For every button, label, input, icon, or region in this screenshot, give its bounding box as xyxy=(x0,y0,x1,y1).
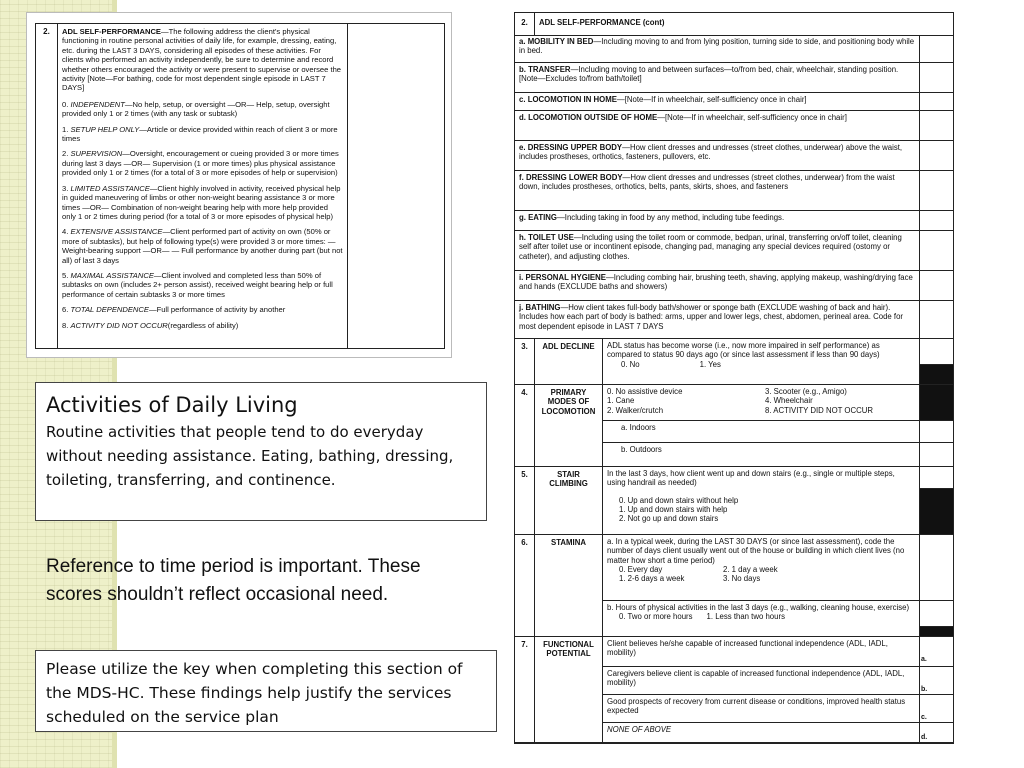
code-box[interactable] xyxy=(919,93,953,111)
functional-item: Client believes he/she capable of increased functional independence (ADL, IADL, mobility) xyxy=(603,637,919,667)
form-intro xyxy=(62,27,343,93)
checkbox-letter: a. xyxy=(921,656,927,663)
code-box[interactable] xyxy=(919,111,953,141)
shaded-box xyxy=(919,489,953,535)
form-heading: ADL SELF-PERFORMANCE (cont) xyxy=(539,18,665,27)
code-box[interactable] xyxy=(919,443,953,467)
row-eating: g. EATING—Including taking in food by any method, including tube feedings. xyxy=(515,211,919,231)
code-box[interactable] xyxy=(919,301,953,339)
locomotion-indoors: a. Indoors xyxy=(603,421,919,443)
code-item: 5. MAXIMAL ASSISTANCE—Client involved and completed less than 50% of subtasks on own (includes 2+ person assist), received weight bearing help or full performance of certain subtasks 3 or more times xyxy=(62,270,333,299)
adl-decline-label: ADL DECLINE xyxy=(535,339,603,385)
stamina-hours: b. Hours of physical activities in the last 3 days (e.g., walking, cleaning house, exercise) 0. Two or more hours 1. Less than two hours xyxy=(603,601,919,637)
blank-column xyxy=(348,24,444,348)
form-intro-text: —The following address the client's physical functioning in routine personal activities of daily life, for example, dressing, eating, etc. during the LAST 3 DAYS, considering all episodes of these activities. For clients who performed an activity independently, be sure to determine and record whether others encouraged the activity or were present to supervise or oversee the activity [Note—For bathing, code for most dependent single episode in LAST 7 DAYS] xyxy=(62,27,342,93)
adl-decline-body: ADL status has become worse (i.e., now more impaired in self performance) as compared to status 90 days ago (or since last assessment if less than 90 days) 0. No 1. Yes xyxy=(603,339,919,385)
stamina-days: a. In a typical week, during the LAST 30 DAYS (or since last assessment), code the number of days client usually went out of the house or building in which client lives (no matter how short a time period) 0. Every day 2. 1 day a week 1. 2-6 days a week 3. No days xyxy=(603,535,919,601)
row-locomotion-in-home: c. LOCOMOTION IN HOME—[Note—If in wheelchair, self-sufficiency once in chair] xyxy=(515,93,919,111)
code-box[interactable] xyxy=(919,339,953,365)
code-item: 1. SETUP HELP ONLY—Article or device provided within reach of client 3 or more times xyxy=(62,124,338,144)
section-number: 3. xyxy=(515,339,535,385)
code-item: 3. LIMITED ASSISTANCE—Client highly involved in activity, received physical help in guided maneuvering of limbs or other non-weight bearing assistance 3 or more times —OR— Combination of non-weight bearing help with more help provided only 1 or 2 times during period (for a total of 3 or more episodes of physical help) xyxy=(62,183,341,221)
code-box[interactable] xyxy=(919,467,953,489)
adl-self-performance-form xyxy=(26,12,452,358)
section-number: 6. xyxy=(515,535,535,637)
section-number: 7. xyxy=(515,637,535,743)
code-box[interactable] xyxy=(919,231,953,271)
key-instruction-box: Please utilize the key when completing this section of the MDS-HC. These findings help justify the services scheduled on the service plan xyxy=(35,650,497,732)
locomotion-modes-label: PRIMARY MODES OF LOCOMOTION xyxy=(535,385,603,467)
row-mobility-in-bed: a. MOBILITY IN BED—Including moving to and from lying position, turning side to side, and positioning body while in bed. xyxy=(515,35,919,63)
checkbox-letter: c. xyxy=(921,714,927,721)
row-dressing-upper-body: e. DRESSING UPPER BODY—How client dresses and undresses (street clothes, underwear) above the waist, includes prostheses, orthotics, fasteners, pullovers, etc. xyxy=(515,141,919,171)
code-item: 2. SUPERVISION—Oversight, encouragement or cueing provided 3 or more times during last 3 days —OR— Supervision (1 or more times) plus physical assistance provided only 1 or 2 times (for a total of 3 or more episodes of help or supervision) xyxy=(62,149,339,178)
shaded-box xyxy=(919,627,953,637)
locomotion-options: 0. No assistive device 3. Scooter (e.g., Amigo) 1. Cane 4. Wheelchair 2. Walker/crutch 8. ACTIVITY DID NOT OCCUR xyxy=(603,385,919,421)
code-item: 8. ACTIVITY DID NOT OCCUR(regardless of ability) xyxy=(62,320,239,330)
adl-definition-box xyxy=(35,382,487,521)
code-box[interactable] xyxy=(919,421,953,443)
code-item: 6. TOTAL DEPENDENCE—Full performance of activity by another xyxy=(62,305,286,315)
form-header xyxy=(515,13,953,36)
section-number: 5. xyxy=(515,467,535,535)
stair-climbing-body: In the last 3 days, how client went up and down stairs (e.g., single or multiple steps, using handrail as needed) 0. Up and down stairs without help 1. Up and down stairs with help 2. Not go up and down stairs xyxy=(603,467,919,535)
functional-item: Good prospects of recovery from current disease or conditions, improved health status expected xyxy=(603,695,919,723)
form-heading: ADL SELF-PERFORMANCE xyxy=(62,27,162,36)
code-item: 0. INDEPENDENT—No help, setup, or oversight —OR— Help, setup, oversight provided only 1 or 2 times (with any task or subtask) xyxy=(62,99,330,119)
code-box[interactable] xyxy=(919,35,953,63)
code-box[interactable] xyxy=(919,601,953,627)
section-number: 2. xyxy=(515,13,535,35)
checkbox-letter: b. xyxy=(921,686,928,693)
adl-continued-form xyxy=(514,12,954,744)
functional-potential-label: FUNCTIONAL POTENTIAL xyxy=(535,637,603,743)
code-item: 4. EXTENSIVE ASSISTANCE—Client performed part of activity on own (50% or more of subtasks), but help of following type(s) were provided 3 or more times: — Weight-bearing support —OR— — Full performance by another during part (but not all) of last 3 days xyxy=(62,227,343,265)
shaded-box xyxy=(919,365,953,385)
locomotion-outdoors: b. Outdoors xyxy=(603,443,919,467)
stamina-label: STAMINA xyxy=(535,535,603,637)
code-box[interactable] xyxy=(919,271,953,301)
time-period-note: Reference to time period is important. These scores shouldn’t reflect occasional need. xyxy=(46,556,421,605)
row-toilet-use: h. TOILET USE—Including using the toilet room or commode, bedpan, urinal, transferring on/off toilet, cleaning self after toilet use or incontinent episode, changing pad, managing any special devices required (ostomy or catheter), and adjusting clothes. xyxy=(515,231,919,271)
code-box[interactable] xyxy=(919,141,953,171)
definition-title: Activities of Daily Living xyxy=(46,393,298,417)
code-box[interactable] xyxy=(919,535,953,601)
definition-body: Routine activities that people tend to do everyday without needing assistance. Eating, bathing, dressing, toileting, transferring, and continence. xyxy=(46,423,454,489)
section-number: 4. xyxy=(515,385,535,467)
row-personal-hygiene: i. PERSONAL HYGIENE—Including combing hair, brushing teeth, shaving, applying makeup, washing/drying face and hands (EXCLUDE baths and showers) xyxy=(515,271,919,301)
functional-item: Caregivers believe client is capable of increased functional independence (ADL, IADL, mobility) xyxy=(603,667,919,695)
row-transfer: b. TRANSFER—Including moving to and between surfaces—to/from bed, chair, wheelchair, standing position. [Note—Excludes to/from bath/toilet] xyxy=(515,63,919,93)
row-bathing: j. BATHING—How client takes full-body bath/shower or sponge bath (EXCLUDE washing of back and hair). Includes how each part of body is bathed: arms, upper and lower legs, chest, abdomen, perineal area. Code for most dependent episode in LAST 7 DAYS xyxy=(515,301,919,339)
row-dressing-lower-body: f. DRESSING LOWER BODY—How client dresses and undresses (street clothes, underwear) from the waist down, includes prostheses, orthotics, belts, pants, skirts, shoes, and fasteners xyxy=(515,171,919,211)
stair-climbing-label: STAIR CLIMBING xyxy=(535,467,603,535)
form-table xyxy=(35,23,445,349)
code-box[interactable] xyxy=(919,63,953,93)
section-number: 2. xyxy=(36,24,58,348)
checkbox-letter: d. xyxy=(921,734,928,741)
form-body xyxy=(58,24,348,348)
code-box[interactable] xyxy=(919,211,953,231)
code-box[interactable] xyxy=(919,171,953,211)
shaded-box xyxy=(919,385,953,421)
functional-item-none: NONE OF ABOVE xyxy=(603,723,919,743)
row-locomotion-outside-home: d. LOCOMOTION OUTSIDE OF HOME—[Note—If in wheelchair, self-sufficiency once in chair] xyxy=(515,111,919,141)
